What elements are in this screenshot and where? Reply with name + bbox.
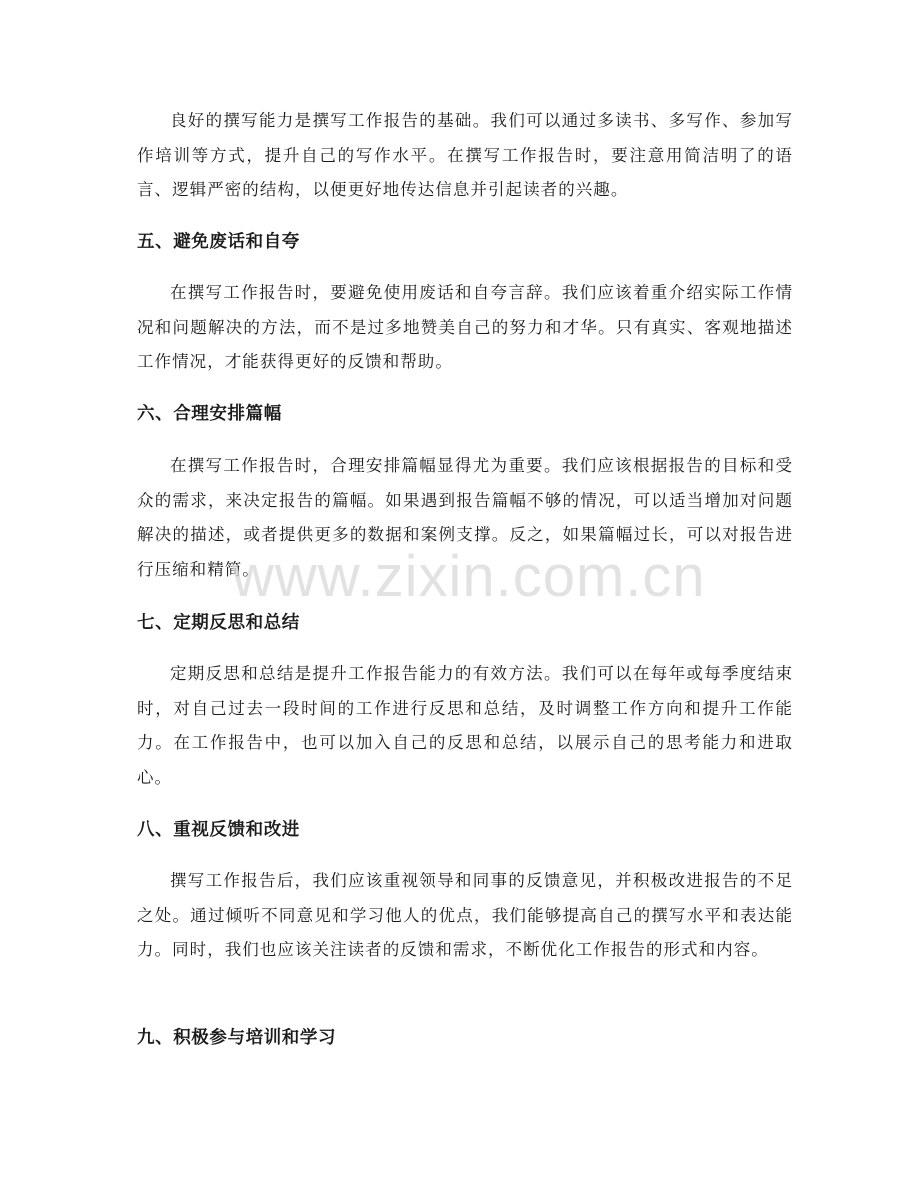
paragraph-section-8: 撰写工作报告后，我们应该重视领导和同事的反馈意见，并积极改进报告的不足之处。通过倾听不同意见和学习他人的优点，我们能够提高自己的撰写水平和表达能力。同时，我们也应该关注读者的反馈和需求，不断优化工作报告的形式和内容。 <box>137 871 793 959</box>
paragraph-section-5: 在撰写工作报告时，要避免使用废话和自夸言辞。我们应该着重介绍实际工作情况和问题解决的方法，而不是过多地赞美自己的努力和才华。只有真实、客观地描述工作情况，才能获得更好的反馈和帮助。 <box>137 283 793 371</box>
paragraph-section-7: 定期反思和总结是提升工作报告能力的有效方法。我们可以在每年或每季度结束时，对自己过去一段时间的工作进行反思和总结，及时调整工作方向和提升工作能力。在工作报告中，也可以加入自己的反思和总结，以展示自己的思考能力和进取心。 <box>137 664 793 787</box>
heading-section-7: 七、定期反思和总结 <box>137 613 300 633</box>
paragraph-section-6: 在撰写工作报告时，合理安排篇幅显得尤为重要。我们应该根据报告的目标和受众的需求，来决定报告的篇幅。如果遇到报告篇幅不够的情况，可以适当增加对问题解决的描述，或者提供更多的数据和案例支撑。反之，如果篇幅过长，可以对报告进行压缩和精简。 <box>137 456 793 579</box>
heading-section-8: 八、重视反馈和改进 <box>137 820 300 840</box>
heading-section-6: 六、合理安排篇幅 <box>137 404 282 424</box>
heading-section-5: 五、避免废话和自夸 <box>137 232 300 252</box>
paragraph-writing-ability: 良好的撰写能力是撰写工作报告的基础。我们可以通过多读书、多写作、参加写作培训等方式，提升自己的写作水平。在撰写工作报告时，要注意用简洁明了的语言、逻辑严密的结构，以便更好地传达信息并引起读者的兴趣。 <box>137 111 793 199</box>
heading-section-9: 九、积极参与培训和学习 <box>137 1028 337 1048</box>
watermark: www.zixin.com.cn <box>232 544 706 609</box>
